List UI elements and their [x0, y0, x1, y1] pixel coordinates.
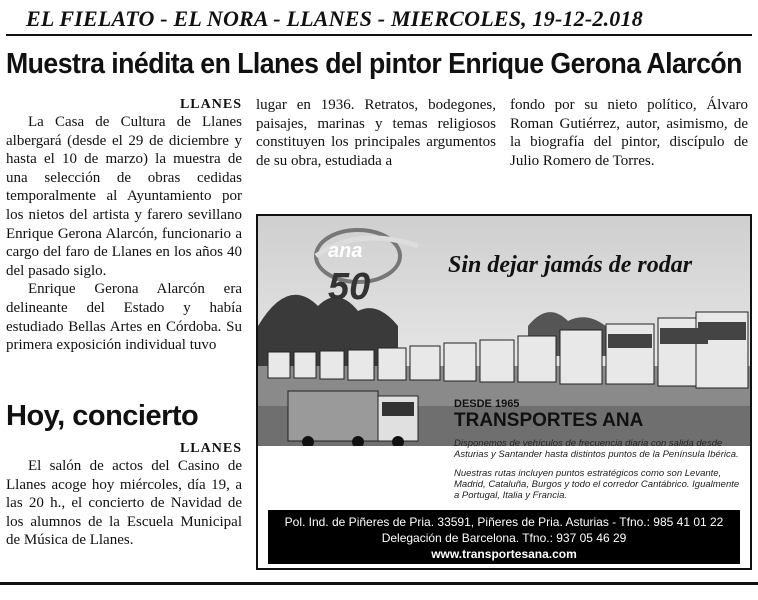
- article-column-3: [510, 96, 748, 170]
- article-paragraph: Enrique Gerona Alarcón era delineante del Estado y había estudiado Bellas Artes en Córdoba. Su primera exposición individual tuvo: [6, 281, 242, 354]
- ad-routes: Nuestras rutas incluyen puntos estratégicos como son Levante, Madrid, Cataluña, Burgos y todo el corredor Cantábrico. Igualmente a Portugal, Italia y Francia.: [454, 468, 740, 501]
- bottom-rule: [0, 582, 758, 585]
- article-column-1: [6, 96, 242, 355]
- article-paragraph: La Casa de Cultura de Llanes albergará (desde el 29 de diciembre y hasta el 10 de marzo) la muestra de una selección de obras cedidas temporalmente al Ayuntamiento por los nietos del artista y farero sevillano Enrique Gerona Alarcón, funcionario a cargo del faro de Llanes en los años 40 del pasado siglo.: [6, 114, 242, 279]
- article-paragraph: lugar en 1936. Retratos, bodegones, paisajes, marinas y temas religiosos constituyen los principales argumentos de su obra, estudiada a: [256, 97, 496, 169]
- article2-paragraph: El salón de actos del Casino de Llanes acoge hoy miércoles, día 19, a las 20 h., el concierto de Navidad de los alumnos de la Escuela Municipal de Música de Llanes.: [6, 458, 242, 549]
- article2-byline: LLANES: [179, 441, 242, 456]
- article2-column: [6, 440, 242, 550]
- ad-brand: TRANSPORTES ANA: [454, 410, 644, 431]
- ad-slogan: Sin dejar jamás de rodar: [448, 252, 693, 278]
- ad-logo-number: 50: [328, 266, 371, 308]
- article-byline: LLANES: [179, 97, 242, 112]
- article-headline: Muestra inédita en Llanes del pintor Enrique Gerona Alarcón: [6, 48, 742, 80]
- ad-contact-box: [268, 510, 740, 564]
- ad-delegation: Delegación de Barcelona. Tfno.: 937 05 46 29: [381, 531, 627, 545]
- article-paragraph: fondo por su nieto político, Álvaro Roman Gutiérrez, autor, asimismo, de la biografía del pintor, discípulo de Julio Romero de Torres.: [510, 97, 748, 169]
- ad-since: DESDE 1965: [454, 398, 520, 410]
- header-text: EL FIELATO - EL NORA - LLANES - MIERCOLES, 19-12-2.018: [26, 6, 643, 31]
- article-column-2: [256, 96, 496, 170]
- article2-headline: Hoy, concierto: [6, 400, 199, 432]
- ad-logo-text: ana: [328, 240, 363, 262]
- ad-address: Pol. Ind. de Piñeres de Pria. 33591, Piñeres de Pria. Asturias - Tfno.: 985 41 01 22: [284, 515, 724, 529]
- ad-website: www.transportesana.com: [431, 547, 577, 561]
- ad-description: Disponemos de vehículos de frecuencia diaria con salida desde Asturias y Santander hasta distintos puntos de la Península Ibérica.: [454, 438, 739, 460]
- advertisement: [256, 214, 752, 570]
- page-header: [6, 4, 752, 36]
